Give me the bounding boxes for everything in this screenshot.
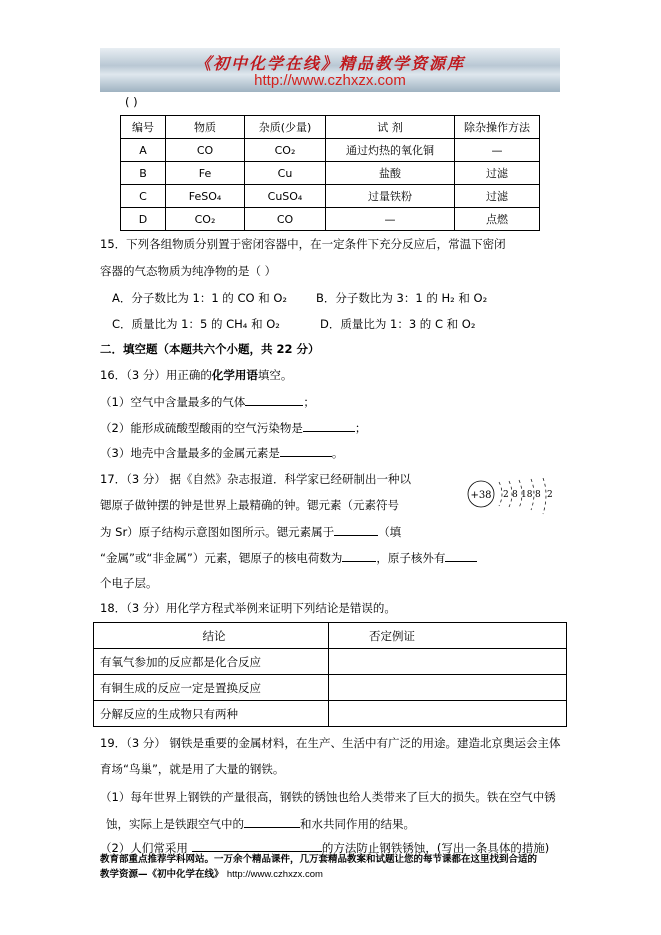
q17-line5: 个电子层。 <box>100 576 158 590</box>
cell: 有铜生成的反应一定是置换反应 <box>94 675 329 701</box>
table-header-row <box>94 623 567 649</box>
text: 蚀，实际上是铁跟空气中的 <box>106 817 244 831</box>
cell: CuSO₄ <box>245 185 326 208</box>
text: 和水共同作用的结果。 <box>300 817 415 831</box>
text: 为 Sr）原子结构示意图如图所示。锶元素属于 <box>100 525 335 539</box>
q17-line2: 锶原子做钟摆的钟是世界上最精确的钟。锶元素（元素符号 <box>100 498 399 512</box>
q16-part1 <box>100 393 315 410</box>
cell: — <box>455 139 540 162</box>
cell: A <box>121 139 166 162</box>
header-cell: 除杂操作方法 <box>455 116 540 139</box>
header-cell: 编号 <box>121 116 166 139</box>
q14-paren: ( ) <box>125 95 138 109</box>
text: ，原子核外有 <box>376 551 446 565</box>
cell: 过滤 <box>455 185 540 208</box>
cell: 点燃 <box>455 208 540 231</box>
text: ； <box>354 421 367 435</box>
cell: 过滤 <box>455 162 540 185</box>
cell: B <box>121 162 166 185</box>
text: 的方法防止钢铁锈蚀，(写出一条具体的措施) <box>321 841 550 855</box>
cell: 有氧气参加的反应都是化合反应 <box>94 649 329 675</box>
q17-line4 <box>100 549 477 566</box>
answer-blank[interactable] <box>245 393 303 406</box>
cell: D <box>121 208 166 231</box>
table-impurity <box>120 115 540 231</box>
q19-line2: 育场“鸟巢”，就是用了大量的钢铁。 <box>100 762 285 776</box>
text: “金属”或“非金属”）元素，锶原子的核电荷数为 <box>100 551 343 565</box>
answer-cell[interactable] <box>329 649 567 675</box>
text: （2）能形成硫酸型酸雨的空气污染物是 <box>100 421 303 435</box>
table-row <box>121 139 540 162</box>
table-header-row <box>121 116 540 139</box>
bold-text: 化学用语 <box>211 368 258 382</box>
cell: 分解反应的生成物只有两种 <box>94 701 329 727</box>
cell: 通过灼热的氧化铜 <box>326 139 455 162</box>
footer-line2 <box>100 868 323 881</box>
shell-electrons: 8 <box>512 490 518 500</box>
cell: 过量铁粉 <box>326 185 455 208</box>
cell: 盐酸 <box>326 162 455 185</box>
cell: — <box>326 208 455 231</box>
footer-link[interactable]: http://www.czhxzx.com <box>226 869 323 880</box>
text: 。 <box>331 446 344 460</box>
cell: Cu <box>245 162 326 185</box>
answer-blank[interactable] <box>192 839 322 852</box>
atom-structure-diagram <box>465 478 565 518</box>
q15-line1: 15．下列各组物质分别置于密闭容器中，在一定条件下充分反应后，常温下密闭 <box>100 237 506 251</box>
text: （1）空气中含量最多的气体 <box>100 395 246 409</box>
text: ； <box>303 395 315 409</box>
answer-blank[interactable] <box>303 419 355 432</box>
nucleus-charge: +38 <box>470 490 492 501</box>
banner-title: 《初中化学在线》精品教学资源库 <box>194 54 465 73</box>
q16-part3 <box>100 444 343 461</box>
shell-electrons: 2 <box>547 490 553 500</box>
text: 教学资源—《初中化学在线》 <box>100 869 224 880</box>
q15-line2: 容器的气态物质为纯净物的是（ ） <box>100 264 277 278</box>
q15-option-b: B．分子数比为 3：1 的 H₂ 和 O₂ <box>316 291 488 305</box>
shell-electrons: 18 <box>521 490 533 500</box>
table-row <box>94 675 567 701</box>
table-row <box>121 208 540 231</box>
q16-stem <box>100 367 292 383</box>
q15-option-a: A．分子数比为 1：1 的 CO 和 O₂ <box>112 291 288 305</box>
table-row <box>94 701 567 727</box>
header-cell: 否定例证 <box>329 623 567 649</box>
header-cell: 物质 <box>166 116 245 139</box>
q19-line1: 19．（3 分） 钢铁是重要的金属材料，在生产、生活中有广泛的用途。建造北京奥运会主体 <box>100 736 561 750</box>
header-cell: 结论 <box>94 623 329 649</box>
q19-line4 <box>106 815 415 832</box>
cell: CO₂ <box>245 139 326 162</box>
header-cell: 杂质(少量) <box>245 116 326 139</box>
q15-option-d: D．质量比为 1：3 的 C 和 O₂ <box>320 317 476 331</box>
answer-blank[interactable] <box>445 549 477 562</box>
cell: CO <box>245 208 326 231</box>
footer-line1: 教育部重点推荐学科网站。一万余个精品课件，几万套精品教案和试题让您的每节课都在这里找到合适的 <box>100 854 538 865</box>
cell: C <box>121 185 166 208</box>
table-row <box>94 649 567 675</box>
q16-part2 <box>100 419 366 436</box>
shell-electrons: 2 <box>503 490 509 500</box>
cell: FeSO₄ <box>166 185 245 208</box>
q19-line3: （1）每年世界上钢铁的产量很高，钢铁的锈蚀也给人类带来了巨大的损失。铁在空气中锈 <box>100 790 556 804</box>
q18-stem: 18．（3 分）用化学方程式举例来证明下列结论是错误的。 <box>100 601 396 615</box>
q17-line3 <box>100 523 401 540</box>
q15-option-c: C．质量比为 1：5 的 CH₄ 和 O₂ <box>112 317 280 331</box>
text: （3）地壳中含量最多的金属元素是 <box>100 446 280 460</box>
banner-logo <box>100 48 560 92</box>
answer-blank[interactable] <box>244 815 300 828</box>
header-cell: 试 剂 <box>326 116 455 139</box>
shell-electrons: 8 <box>535 490 541 500</box>
cell: CO₂ <box>166 208 245 231</box>
answer-blank[interactable] <box>342 549 376 562</box>
table-row <box>121 185 540 208</box>
cell: Fe <box>166 162 245 185</box>
text: （填 <box>378 525 402 539</box>
table-row <box>121 162 540 185</box>
text: 填空。 <box>257 368 293 382</box>
answer-blank[interactable] <box>280 444 332 457</box>
table-conclusions <box>93 622 567 727</box>
answer-cell[interactable] <box>329 675 567 701</box>
text: （2）人们常采用 <box>100 841 188 855</box>
answer-blank[interactable] <box>334 523 378 536</box>
cell: CO <box>166 139 245 162</box>
text: 16．（3 分）用正确的 <box>100 368 212 382</box>
answer-cell[interactable] <box>329 701 567 727</box>
q17-line1: 17．（3 分） 据《自然》杂志报道．科学家已经研制出一种以 <box>100 472 412 486</box>
section-heading: 二．填空题（本题共六个小题，共 22 分） <box>100 342 320 356</box>
banner-url: http://www.czhxzx.com <box>254 72 406 89</box>
